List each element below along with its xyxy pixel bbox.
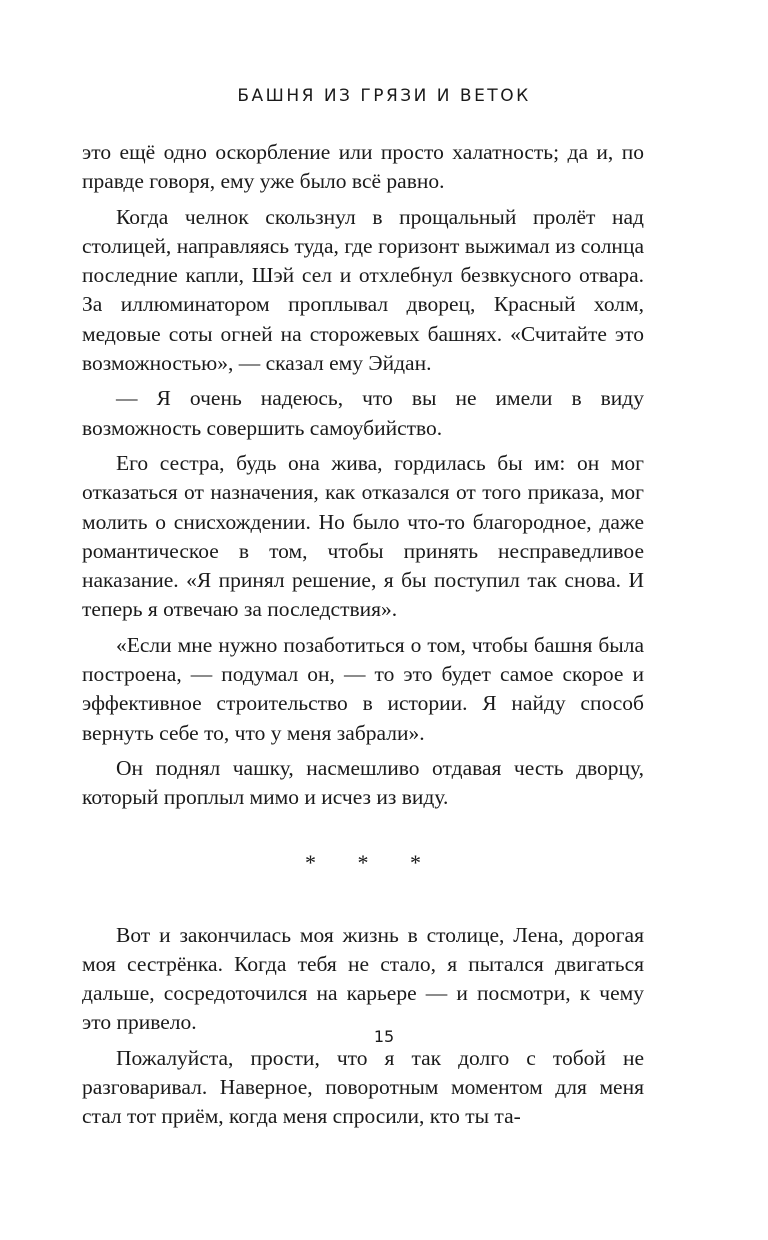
section-separator: * * * xyxy=(305,849,439,875)
paragraph: «Если мне нужно позаботиться о том, чтобы башня была построена, — подумал он, — то это будет самое скорое и эффективное строительство в истории. Я найду способ вернуть себе то, что у меня забрали». xyxy=(82,632,644,745)
paragraph: — Я очень надеюсь, что вы не имели в виду возможность совершить самоубийство. xyxy=(82,386,644,440)
body-text xyxy=(82,138,644,1132)
paragraph: Его сестра, будь она жива, гордилась бы им: он мог отказаться от назначения, как отказался от того приказа, мог молить о снисхождении. Но было что-то благородное, даже романтическое в том, чтобы принять несправедливое наказание. «Я принял решение, я бы поступил так снова. И теперь я отвечаю за последствия». xyxy=(82,450,644,622)
page-number: 15 xyxy=(373,1027,395,1046)
running-head: БАШНЯ ИЗ ГРЯЗИ И ВЕТОК xyxy=(237,86,531,106)
paragraph: это ещё одно оскорбление или просто халатность; да и, по правде говоря, ему уже было всё равно. xyxy=(82,140,644,194)
paragraph: Он поднял чашку, насмешливо отдавая честь дворцу, который проплыл мимо и исчез из виду. xyxy=(82,755,644,810)
paragraph: Пожалуйста, прости, что я так долго с тобой не разговаривал. Наверное, поворотным моментом для меня стал тот приём, когда меня спросили, кто ты та- xyxy=(82,1045,644,1129)
paragraph: Вот и закончилась моя жизнь в столице, Лена, дорогая моя сестрёнка. Когда тебя не стало, я пытался двигаться дальше, сосредоточился на карьере — и посмотри, к чему это привело. xyxy=(82,922,644,1035)
paragraph: Когда челнок скользнул в прощальный пролёт над столицей, направляясь туда, где горизонт выжимал из солнца последние капли, Шэй сел и отхлебнул безвкусного отвара. За иллюминатором проплывал дворец, Красный холм, медовые соты огней на сторожевых башнях. «Считайте это возможностью», — сказал ему Эйдан. xyxy=(82,204,644,376)
